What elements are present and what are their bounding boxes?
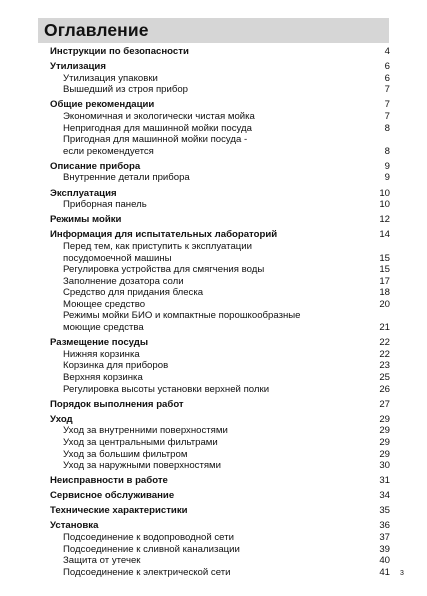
toc-entry-page: 35 bbox=[379, 505, 390, 517]
toc-entry-page: 7 bbox=[384, 99, 390, 111]
toc-entry-page: 31 bbox=[379, 475, 390, 487]
toc-entry-page: 39 bbox=[379, 543, 390, 555]
toc-section-entry bbox=[50, 490, 390, 502]
toc-subsection-entry bbox=[50, 146, 390, 158]
toc-subsection-entry bbox=[50, 360, 390, 372]
toc-section-entry bbox=[50, 414, 390, 426]
toc-entry-page: 21 bbox=[379, 322, 390, 334]
toc-entry-title: Неисправности в работе bbox=[50, 475, 168, 487]
toc-entry-page: 30 bbox=[379, 460, 390, 472]
toc-subsection-entry bbox=[50, 253, 390, 265]
toc-entry-title: Средство для придания блеска bbox=[63, 287, 204, 299]
table-of-contents bbox=[50, 46, 390, 578]
toc-entry-title: Режимы мойки bbox=[50, 214, 122, 226]
toc-entry-title: Внутренние детали прибора bbox=[63, 172, 190, 184]
toc-subsection-entry bbox=[50, 372, 390, 384]
toc-subsection-entry bbox=[50, 299, 390, 311]
toc-subsection-entry bbox=[50, 172, 390, 184]
toc-entry-title: Подсоединение к сливной канализации bbox=[63, 543, 240, 555]
toc-entry-title: Утилизация упаковки bbox=[63, 72, 158, 84]
toc-entry-page: 7 bbox=[384, 84, 390, 96]
toc-entry-page: 12 bbox=[379, 214, 390, 226]
toc-entry-title: Приборная панель bbox=[63, 199, 147, 211]
toc-entry-title: Инструкции по безопасности bbox=[50, 46, 189, 57]
toc-subsection-entry bbox=[50, 449, 390, 461]
toc-entry-title: Режимы мойки БИО и компактные порошкообразные bbox=[63, 310, 301, 322]
toc-entry-page: 7 bbox=[384, 110, 390, 122]
toc-section-entry bbox=[50, 399, 390, 411]
toc-entry-page: 29 bbox=[379, 448, 390, 460]
toc-entry-title: посудомоечной машины bbox=[63, 252, 172, 264]
toc-entry-title: Пригодная для машинной мойки посуда - bbox=[63, 134, 248, 146]
toc-subsection-entry bbox=[50, 287, 390, 299]
toc-entry-title: Сервисное обслуживание bbox=[50, 490, 175, 502]
toc-entry-title: Моющее средство bbox=[63, 298, 146, 310]
toc-section-entry bbox=[50, 99, 390, 111]
toc-subsection-entry bbox=[50, 84, 390, 96]
toc-entry-title: Общие рекомендации bbox=[50, 99, 155, 111]
toc-subsection-entry bbox=[50, 567, 390, 579]
toc-entry-title: Регулировка устройства для смягчения воды bbox=[63, 264, 265, 276]
toc-entry-page: 23 bbox=[379, 360, 390, 372]
toc-entry-page: 29 bbox=[379, 436, 390, 448]
toc-entry-title: моющие средства bbox=[63, 322, 144, 334]
toc-entry-title: Информация для испытательных лабораторий bbox=[50, 229, 278, 241]
toc-entry-page: 22 bbox=[379, 348, 390, 360]
toc-subsection-entry bbox=[50, 199, 390, 211]
toc-section-entry bbox=[50, 337, 390, 349]
toc-entry-page: 41 bbox=[379, 566, 390, 578]
toc-entry-page: 4 bbox=[384, 46, 390, 57]
toc-subsection-entry bbox=[50, 425, 390, 437]
toc-subsection-entry bbox=[50, 73, 390, 85]
toc-section-entry bbox=[50, 475, 390, 487]
toc-entry-title: Размещение посуды bbox=[50, 337, 149, 349]
toc-entry-page: 29 bbox=[379, 413, 390, 425]
toc-entry-page: 18 bbox=[379, 287, 390, 299]
toc-section-entry bbox=[50, 161, 390, 173]
toc-subsection-entry bbox=[50, 264, 390, 276]
toc-entry-title: Уход за центральными фильтрами bbox=[63, 436, 218, 448]
toc-entry-page: 40 bbox=[379, 555, 390, 567]
toc-entry-title: Регулировка высоты установки верхней полки bbox=[63, 383, 270, 395]
toc-entry-title: Заполнение дозатора соли bbox=[63, 275, 184, 287]
toc-entry-page: 36 bbox=[379, 520, 390, 532]
toc-entry-title: Непригодная для машинной мойки посуда bbox=[63, 122, 252, 134]
toc-entry-title: Подсоединение к электрической сети bbox=[63, 566, 231, 578]
toc-subsection-entry bbox=[50, 123, 390, 135]
toc-entry-page: 17 bbox=[379, 275, 390, 287]
toc-entry-title: Описание прибора bbox=[50, 160, 141, 172]
toc-subsection-entry bbox=[50, 322, 390, 334]
toc-subsection-entry bbox=[50, 544, 390, 556]
toc-subsection-entry bbox=[50, 276, 390, 288]
toc-entry-page: 8 bbox=[384, 122, 390, 134]
toc-subsection-entry bbox=[50, 460, 390, 472]
toc-entry-page: 20 bbox=[379, 298, 390, 310]
toc-entry-page: 10 bbox=[379, 187, 390, 199]
toc-entry-title: если рекомендуется bbox=[63, 145, 154, 157]
toc-subsection-entry bbox=[50, 437, 390, 449]
toc-section-entry bbox=[50, 520, 390, 532]
toc-subsection-entry bbox=[50, 384, 390, 396]
toc-section-entry bbox=[50, 505, 390, 517]
toc-entry-page: 9 bbox=[384, 160, 390, 172]
toc-entry-page: 22 bbox=[379, 337, 390, 349]
toc-header-bar bbox=[38, 18, 389, 43]
toc-entry-page: 14 bbox=[379, 229, 390, 241]
toc-entry-page: 15 bbox=[379, 264, 390, 276]
toc-subsection-entry bbox=[50, 111, 390, 123]
toc-entry-title: Защита от утечек bbox=[63, 555, 141, 567]
toc-entry-page: 26 bbox=[379, 383, 390, 395]
toc-entry-title: Нижняя корзинка bbox=[63, 348, 140, 360]
page-number: 3 bbox=[400, 570, 404, 577]
toc-entry-title: Уход за большим фильтром bbox=[63, 448, 188, 460]
toc-entry-page: 8 bbox=[384, 145, 390, 157]
toc-section-entry bbox=[50, 229, 390, 241]
toc-entry-title: Уход за наружными поверхностями bbox=[63, 460, 221, 472]
toc-entry-page: 37 bbox=[379, 532, 390, 544]
toc-entry-page: 6 bbox=[384, 61, 390, 73]
toc-entry-title: Корзинка для приборов bbox=[63, 360, 169, 372]
toc-entry-title: Эксплуатация bbox=[50, 187, 117, 199]
toc-entry-page: 6 bbox=[384, 72, 390, 84]
toc-entry-title: Верхняя корзинка bbox=[63, 371, 143, 383]
toc-entry-title: Уход за внутренними поверхностями bbox=[63, 425, 228, 437]
toc-entry-page: 27 bbox=[379, 398, 390, 410]
toc-subsection-entry bbox=[50, 532, 390, 544]
toc-section-entry bbox=[50, 214, 390, 226]
toc-subsection-entry bbox=[50, 134, 390, 146]
toc-entry-title: Перед тем, как приступить к эксплуатации bbox=[63, 240, 253, 252]
toc-entry-title: Порядок выполнения работ bbox=[50, 398, 184, 410]
toc-entry-page: 34 bbox=[379, 490, 390, 502]
toc-entry-title: Утилизация bbox=[50, 61, 106, 73]
toc-entry-title: Уход bbox=[50, 413, 73, 425]
toc-entry-title: Экономичная и экологически чистая мойка bbox=[63, 110, 255, 122]
page-title: Оглавление bbox=[44, 20, 149, 40]
toc-subsection-entry bbox=[50, 349, 390, 361]
toc-entry-title: Вышедший из строя прибор bbox=[63, 84, 188, 96]
toc-section-entry bbox=[50, 61, 390, 73]
toc-entry-page: 9 bbox=[384, 172, 390, 184]
toc-entry-page: 25 bbox=[379, 371, 390, 383]
toc-entry-page: 10 bbox=[379, 199, 390, 211]
toc-section-entry bbox=[50, 46, 390, 58]
toc-entry-page: 29 bbox=[379, 425, 390, 437]
toc-section-entry bbox=[50, 188, 390, 200]
toc-entry-title: Технические характеристики bbox=[50, 505, 188, 517]
toc-entry-title: Установка bbox=[50, 520, 99, 532]
toc-entry-title: Подсоединение к водопроводной сети bbox=[63, 532, 234, 544]
toc-subsection-entry bbox=[50, 241, 390, 253]
toc-subsection-entry bbox=[50, 555, 390, 567]
toc-subsection-entry bbox=[50, 310, 390, 322]
toc-entry-page: 15 bbox=[379, 252, 390, 264]
